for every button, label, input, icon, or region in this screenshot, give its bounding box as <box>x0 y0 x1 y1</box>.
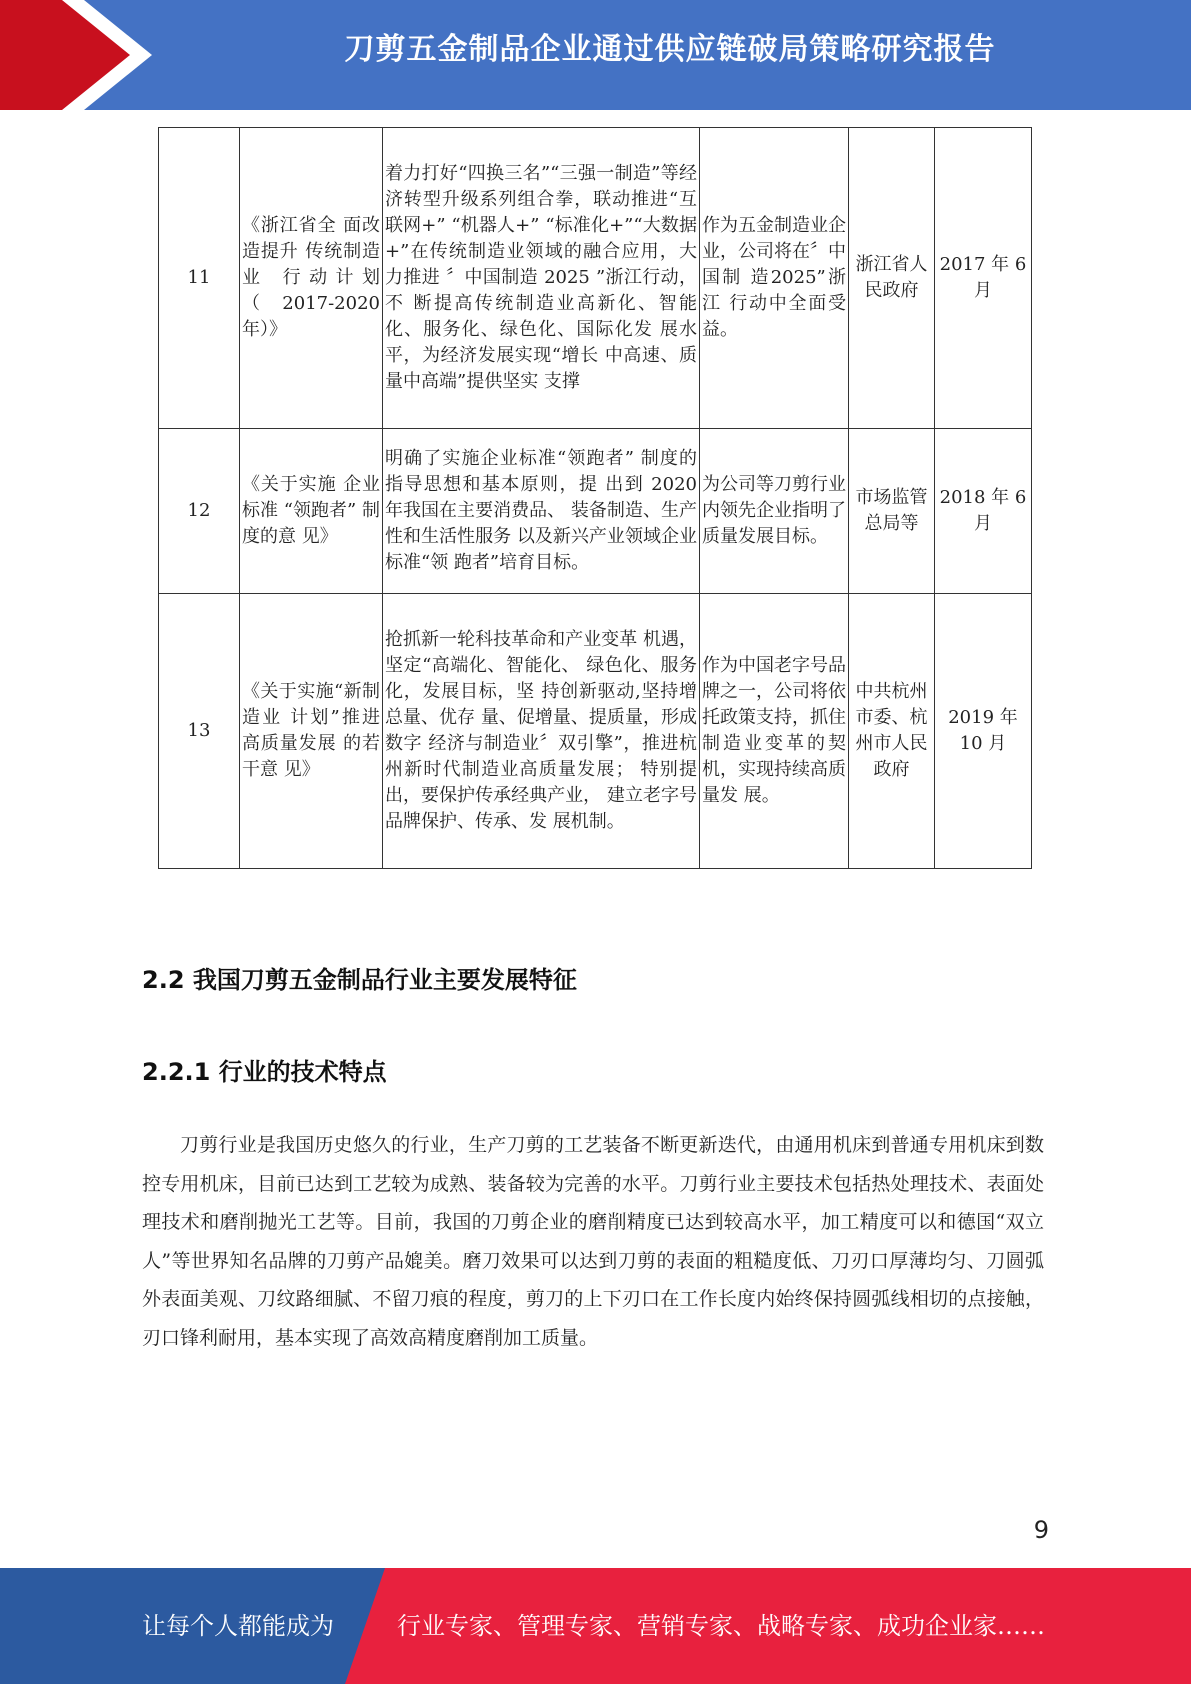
row-number: 13 <box>159 594 240 869</box>
footer-slogan-right: 行业专家、管理专家、营销专家、战略专家、成功企业家…… <box>397 1612 1045 1640</box>
report-title: 刀剪五金制品企业通过供应链破局策略研究报告 <box>344 32 996 67</box>
page-number: 9 <box>1033 1516 1049 1544</box>
subsection-heading: 2.2.1 行业的技术特点 <box>142 1058 387 1086</box>
page-footer <box>0 1568 1191 1684</box>
policy-name: 《浙江省全 面改造提升 传统制造业 行动计划（2017-2020年）》 <box>240 128 383 429</box>
table-row <box>159 594 1032 869</box>
row-number: 12 <box>159 429 240 594</box>
policy-content: 明确了实施企业标准“领跑者” 制度的指导思想和基本原则，提 出到 2020 年我国在主要消费品、 装备制造、生产性和生活性服务 以及新兴产业领域企业标准“领 跑者”培育目标。 <box>383 429 700 594</box>
page-header <box>0 0 1191 110</box>
policy-content: 抢抓新一轮科技革命和产业变革 机遇，坚定“高端化、智能化、 绿色化、服务化，发展目标，坚 持创新驱动,坚持增总量、优存 量、促增量、提质量，形成数字 经济与制造业〞双引擎”，推进杭 州新时代制造业高质量发展； 特别提出，要保护传承经典产业， 建立老字号品牌保护、传承、发 展机制。 <box>383 594 700 869</box>
issuing-body: 市场监管总局等 <box>849 429 935 594</box>
issue-date: 2018 年 6 月 <box>935 429 1032 594</box>
policy-content: 着力打好“四换三名”“三强一制造”等经济转型升级系列组合拳，联动推进“互联网+” “机器人+” “标准化+”“大数据+”在传统制造业领域的融合应用，大力推进 〞中国制造 2025 ”浙江行动，不 断提高传统制造业高新化、智能 化、服务化、绿色化、国际化发 展水平，为经济发展实现“增长 中高速、质量中高端”提供坚实 支撑 <box>383 128 700 429</box>
company-relevance: 为公司等刀剪行业内领先企业指明了质量发展目标。 <box>700 429 849 594</box>
policy-name: 《关于实施“新制造业 计划”推进 高质量发展 的若干意 见》 <box>240 594 383 869</box>
policy-name: 《关于实施 企业标准 “领跑者” 制度的意 见》 <box>240 429 383 594</box>
company-relevance: 作为中国老字号品牌之一，公司将依托政策支持，抓住制造业变革的契机，实现持续高质量发 展。 <box>700 594 849 869</box>
company-relevance: 作为五金制造业企业，公司将在〞中国制 造2025”浙江 行动中全面受 益。 <box>700 128 849 429</box>
table-row <box>159 429 1032 594</box>
issue-date: 2017 年 6 月 <box>935 128 1032 429</box>
section-heading: 2.2 我国刀剪五金制品行业主要发展特征 <box>142 966 577 994</box>
issuing-body: 中共杭州市委、杭州市人民政府 <box>849 594 935 869</box>
footer-slogan-left: 让每个人都能成为 <box>142 1612 334 1640</box>
body-paragraph: 刀剪行业是我国历史悠久的行业，生产刀剪的工艺装备不断更新迭代，由通用机床到普通专用机床到数控专用机床，目前已达到工艺较为成熟、装备较为完善的水平。刀剪行业主要技术包括热处理技术、表面处理技术和磨削抛光工艺等。目前，我国的刀剪企业的磨削精度已达到较高水平，加工精度可以和德国“双立人”等世界知名品牌的刀剪产品媲美。磨刀效果可以达到刀剪的表面的粗糙度低、刀刃口厚薄均匀、刀圆弧外表面美观、刀纹路细腻、不留刀痕的程度，剪刀的上下刃口在工作长度内始终保持圆弧线相切的点接触，刃口锋利耐用，基本实现了高效高精度磨削加工质量。 <box>142 1134 1044 1349</box>
issuing-body: 浙江省人民政府 <box>849 128 935 429</box>
policy-table <box>158 127 1032 869</box>
header-red-arrow <box>0 0 140 110</box>
issue-date: 2019 年 10 月 <box>935 594 1032 869</box>
row-number: 11 <box>159 128 240 429</box>
table-row <box>159 128 1032 429</box>
